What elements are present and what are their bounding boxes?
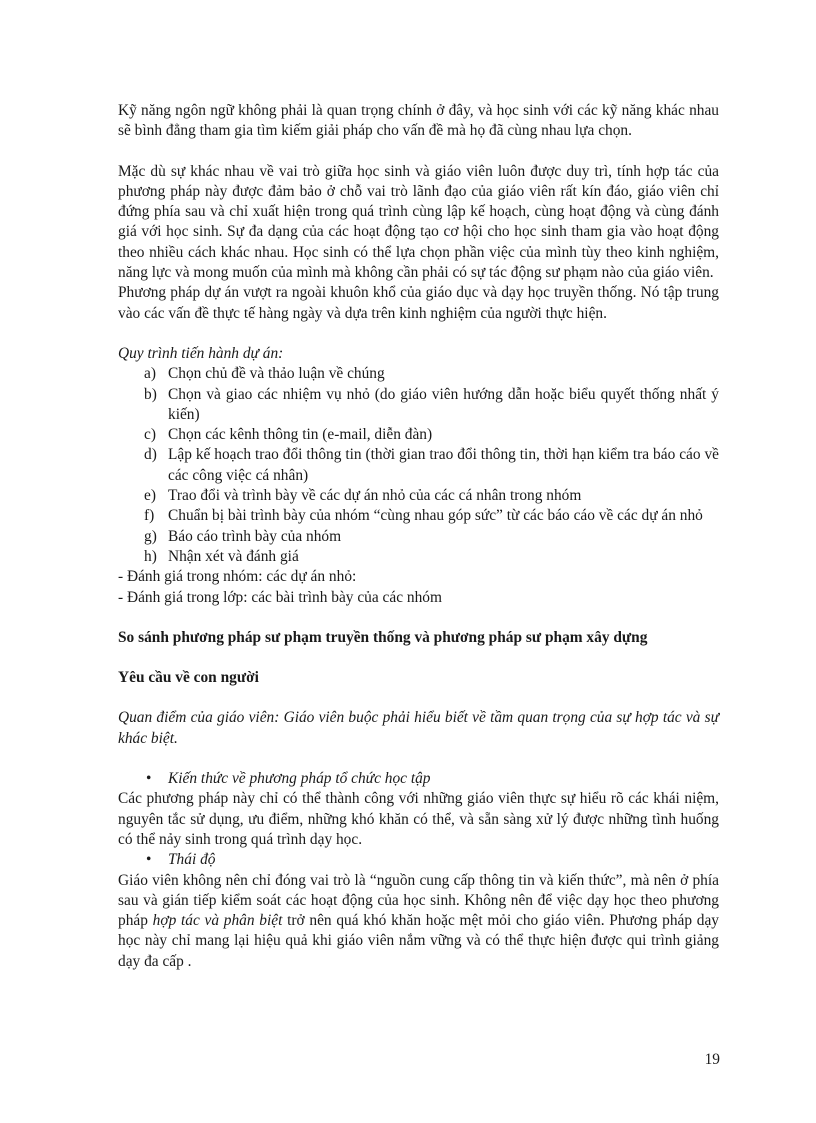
step-text: Lập kế hoạch trao đổi thông tin (thời gian trao đổi thông tin, thời hạn kiểm tra báo cáo về các công việc cá nhân) — [168, 446, 719, 484]
step-text: Chọn và giao các nhiệm vụ nhỏ (do giáo viên hướng dẫn hoặc biểu quyết thống nhất ý kiến) — [168, 385, 719, 423]
section-heading: So sánh phương pháp sư phạm truyền thống và phương pháp sư phạm xây dựng — [118, 628, 648, 646]
procedure-step — [144, 425, 719, 445]
bullet-icon: • — [146, 851, 152, 869]
step-marker: g) — [144, 527, 157, 545]
step-marker: e) — [144, 487, 156, 505]
step-text: Chọn chủ đề và thảo luận về chúng — [168, 365, 385, 383]
step-marker: a) — [144, 365, 156, 383]
procedure-step — [144, 445, 719, 486]
procedure-step — [144, 547, 719, 567]
step-marker: h) — [144, 547, 157, 565]
evaluation-group: - Đánh giá trong nhóm: các dự án nhỏ: — [118, 568, 357, 586]
evaluation-class: - Đánh giá trong lớp: các bài trình bày của các nhóm — [118, 588, 442, 606]
step-marker: b) — [144, 385, 157, 403]
paragraph-knowledge: Các phương pháp này chỉ có thể thành công với những giáo viên thực sự hiểu rõ các khái niệm, nguyên tắc sử dụng, ưu điểm, những khó khăn có thể, và sẵn sàng xử lý được những tình huống có thể nảy sinh trong quá trình dạy học. — [118, 790, 719, 848]
procedure-steps-list — [118, 364, 719, 567]
step-text: Báo cáo trình bày của nhóm — [168, 527, 342, 545]
bullet-list-knowledge — [118, 769, 719, 789]
teacher-viewpoint: Quan điểm của giáo viên: Giáo viên buộc phải hiểu biết về tầm quan trọng của sự hợp tác và sự khác biệt. — [118, 709, 719, 747]
paragraph-project-method: Phương pháp dự án vượt ra ngoài khuôn khổ của giáo dục và dạy học truyền thống. Nó tập trung vào các vấn đề thực tế hàng ngày và dựa trên kinh nghiệm của người thực hiện. — [118, 284, 719, 322]
paragraph-language-skills: Kỹ năng ngôn ngữ không phải là quan trọng chính ở đây, và học sinh với các kỹ năng khác nhau sẽ bình đẳng tham gia tìm kiếm giải pháp cho vấn đề mà họ đã cùng nhau lựa chọn. — [118, 102, 719, 140]
procedure-title: Quy trình tiến hành dự án: — [118, 344, 284, 362]
step-text: Chuẩn bị bài trình bày của nhóm “cùng nhau góp sức” từ các báo cáo về các dự án nhỏ — [168, 507, 703, 525]
document-page — [118, 101, 719, 972]
step-marker: f) — [144, 507, 155, 525]
section-subheading: Yêu cầu về con người — [118, 669, 259, 687]
step-text: Chọn các kênh thông tin (e-mail, diễn đàn) — [168, 426, 433, 444]
procedure-step — [144, 527, 719, 547]
procedure-step — [144, 385, 719, 426]
paragraph-attitude — [118, 871, 719, 972]
procedure-step — [144, 506, 719, 526]
step-text: Trao đổi và trình bày về các dự án nhỏ của các cá nhân trong nhóm — [168, 487, 582, 505]
paragraph-teacher-role: Mặc dù sự khác nhau về vai trò giữa học sinh và giáo viên luôn được duy trì, tính hợp tác của phương pháp này được đảm bảo ở chỗ vai trò lãnh đạo của giáo viên rất kín đáo, giáo viên chỉ đứng phía sau và chỉ xuất hiện trong quá trình cùng lập kế hoạch, cùng hoạt động và cùng đánh giá với học sinh. Sự đa dạng của các hoạt động tạo cơ hội cho học sinh tham gia vào hoạt động theo nhiều cách khác nhau. Học sinh có thể lựa chọn phần việc của mình tùy theo kinh nghiệm, năng lực và mong muốn của mình mà không cần phải có sự tác động sư phạm nào của giáo viên. — [118, 162, 719, 282]
attitude-text-start: Giáo viên không nên chỉ đóng vai trò là “nguồn cung cấp thông tin và kiến thức”, mà nên ở phía sau và gián tiếp kiểm soát các hoạt động của học sinh. Không nên để việc dạy học theo phương pháp — [118, 871, 719, 930]
bullet-item-attitude — [144, 850, 719, 870]
step-marker: c) — [144, 426, 156, 444]
procedure-step — [144, 364, 719, 384]
bullet-label: Thái độ — [168, 851, 216, 869]
page-number: 19 — [704, 1051, 720, 1068]
step-marker: d) — [144, 446, 157, 464]
bullet-item-knowledge — [144, 769, 719, 789]
attitude-text-end: trở nên quá khó khăn hoặc mệt mỏi cho giáo viên. Phương pháp dạy học này chỉ mang lại hiệu quả khi giáo viên nắm vững và có thể thực hiện được qui trình giảng dạy đa cấp . — [118, 912, 719, 970]
step-text: Nhận xét và đánh giá — [168, 547, 299, 565]
bullet-list-attitude — [118, 850, 719, 870]
procedure-step — [144, 486, 719, 506]
attitude-text-emphasis: hợp tác và phân biệt — [152, 912, 283, 930]
bullet-icon: • — [146, 770, 152, 788]
bullet-label: Kiến thức về phương pháp tổ chức học tập — [168, 770, 431, 788]
